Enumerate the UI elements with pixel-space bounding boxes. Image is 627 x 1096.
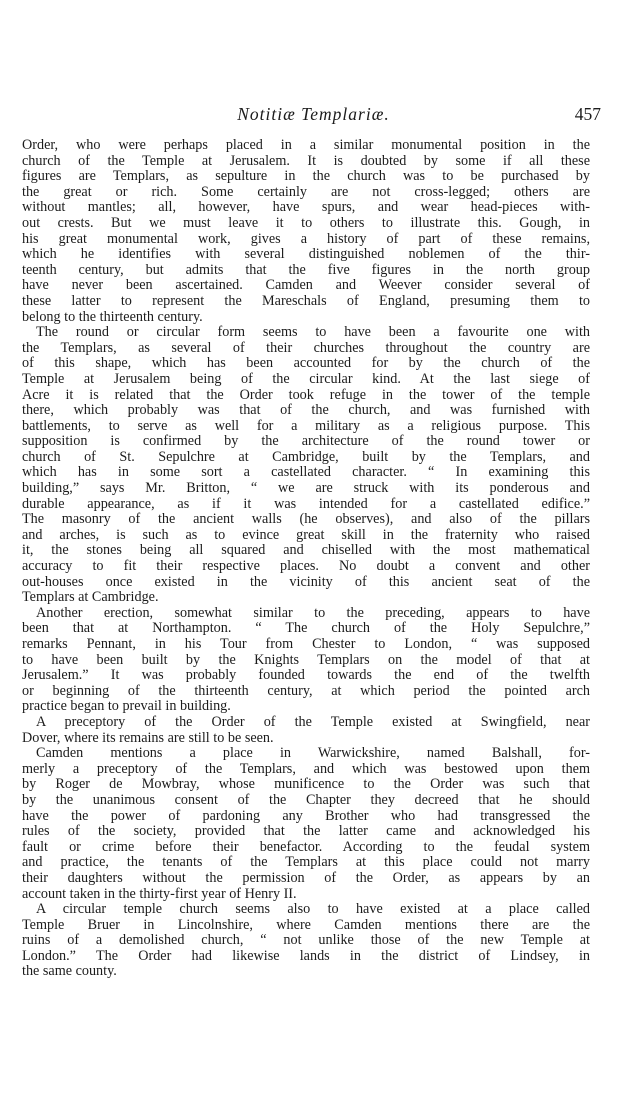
text-line: to have been built by the Knights Templars on the model of that at: [22, 651, 590, 668]
text-line: Jerusalem.” It was probably founded towards the end of the twelfth: [22, 667, 590, 684]
text-line: durable appearance, as if it was intended for a castellated edifice.”: [22, 495, 590, 512]
text-line: the same county.: [22, 963, 117, 980]
text-line: out-houses once existed in the vicinity of this ancient seat of the: [22, 573, 590, 590]
text-line: have never been ascertained. Camden and Weever consider several of: [22, 277, 590, 294]
text-line: Temple Bruer in Lincolnshire, where Camden mentions there are the: [22, 916, 590, 933]
text-line: it, the stones being all squared and chiselled with the most mathematical: [22, 542, 590, 559]
text-line: rules of the society, provided that the latter came and acknowledged his: [22, 823, 590, 840]
text-line: there, which probably was that of the church, and was furnished with: [22, 402, 590, 419]
running-head: [22, 104, 605, 128]
text-line: The masonry of the ancient walls (he observes), and also of the pillars: [22, 511, 590, 528]
text-line: which he identifies with several distinguished noblemen of the thir-: [22, 246, 590, 263]
text-line: and arches, is such as to evince great skill in the fraternity who raised: [22, 526, 590, 543]
text-line: and practice, the tenants of the Templars at this place could not marry: [22, 854, 590, 871]
text-line: the great or rich. Some certainly are not cross-legged; others are: [22, 183, 590, 200]
text-line: church of St. Sepulchre at Cambridge, built by the Templars, and: [22, 448, 590, 465]
text-line: belong to the thirteenth century.: [22, 308, 203, 325]
body-text: [22, 138, 590, 980]
text-line: church of the Temple at Jerusalem. It is doubted by some if all these: [22, 152, 590, 169]
text-line: London.” The Order had likewise lands in the district of Lindsey, in: [22, 947, 590, 964]
text-line: have the power of pardoning any Brother who had transgressed the: [22, 807, 590, 824]
text-line: without mantles; all, however, have spurs, and wear head-pieces with-: [22, 199, 590, 216]
text-line: Dover, where its remains are still to be seen.: [22, 729, 274, 746]
text-line: teenth century, but admits that the five figures in the north group: [22, 261, 590, 278]
text-line: Camden mentions a place in Warwickshire, named Balshall, for-: [36, 745, 590, 762]
text-line: been that at Northampton. “ The church of the Holy Sepulchre,”: [22, 620, 590, 637]
text-line: remarks Pennant, in his Tour from Chester to London, “ was supposed: [22, 636, 590, 652]
text-line: building,” says Mr. Britton, “ we are struck with its ponderous and: [22, 480, 590, 497]
text-line: Temple at Jerusalem being of the circular kind. At the last siege of: [22, 370, 590, 387]
running-title: Notitiæ Templariæ.: [237, 104, 390, 124]
text-line: fault or crime before their benefactor. According to the feudal system: [22, 838, 590, 855]
text-line: his great monumental work, gives a history of part of these remains,: [22, 230, 590, 247]
text-line: their daughters without the permission of the Order, as appears by an: [22, 869, 590, 886]
text-line: Templars at Cambridge.: [22, 589, 159, 606]
text-line: battlements, to serve as well for a military as a religious purpose. This: [22, 417, 590, 434]
text-line: A circular temple church seems also to have existed at a place called: [36, 901, 590, 918]
text-line: by the unanimous consent of the Chapter they decreed that he should: [22, 791, 590, 808]
text-line: the Templars, as several of their churches throughout the country are: [22, 339, 590, 356]
text-line: by Roger de Mowbray, whose munificence to the Order was such that: [22, 776, 590, 793]
text-line: ruins of a demolished church, “ not unlike those of the new Temple at: [22, 932, 590, 949]
text-line: supposition is confirmed by the architecture of the round tower or: [22, 433, 590, 450]
text-line: account taken in the thirty-first year of Henry II.: [22, 885, 297, 902]
text-line: Order, who were perhaps placed in a similar monumental position in the: [22, 137, 590, 153]
page-number: 457: [574, 104, 601, 124]
text-line: out crests. But we must leave it to others to illustrate this. Gough, in: [22, 214, 590, 231]
text-line: The round or circular form seems to have been a favourite one with: [36, 324, 590, 341]
text-line: A preceptory of the Order of the Temple existed at Swingfield, near: [36, 713, 590, 730]
text-line: or beginning of the thirteenth century, at which period the pointed arch: [22, 682, 590, 699]
text-line: Acre it is related that the Order took refuge in the tower of the temple: [22, 386, 590, 403]
text-line: merly a preceptory of the Templars, and which was bestowed upon them: [22, 760, 590, 777]
text-line: practice began to prevail in building.: [22, 698, 231, 715]
text-line: these latter to represent the Mareschals of England, presuming them to: [22, 292, 590, 309]
text-line: accuracy to fit their respective places. No doubt a convent and other: [22, 558, 590, 575]
text-line: Another erection, somewhat similar to the preceding, appears to have: [36, 604, 590, 621]
text-line: figures are Templars, as sepulture in the church was to be purchased by: [22, 168, 590, 185]
text-line: of this shape, which has been accounted for by the church of the: [22, 355, 590, 372]
text-line: which has in some sort a castellated character. “ In examining this: [22, 464, 590, 481]
